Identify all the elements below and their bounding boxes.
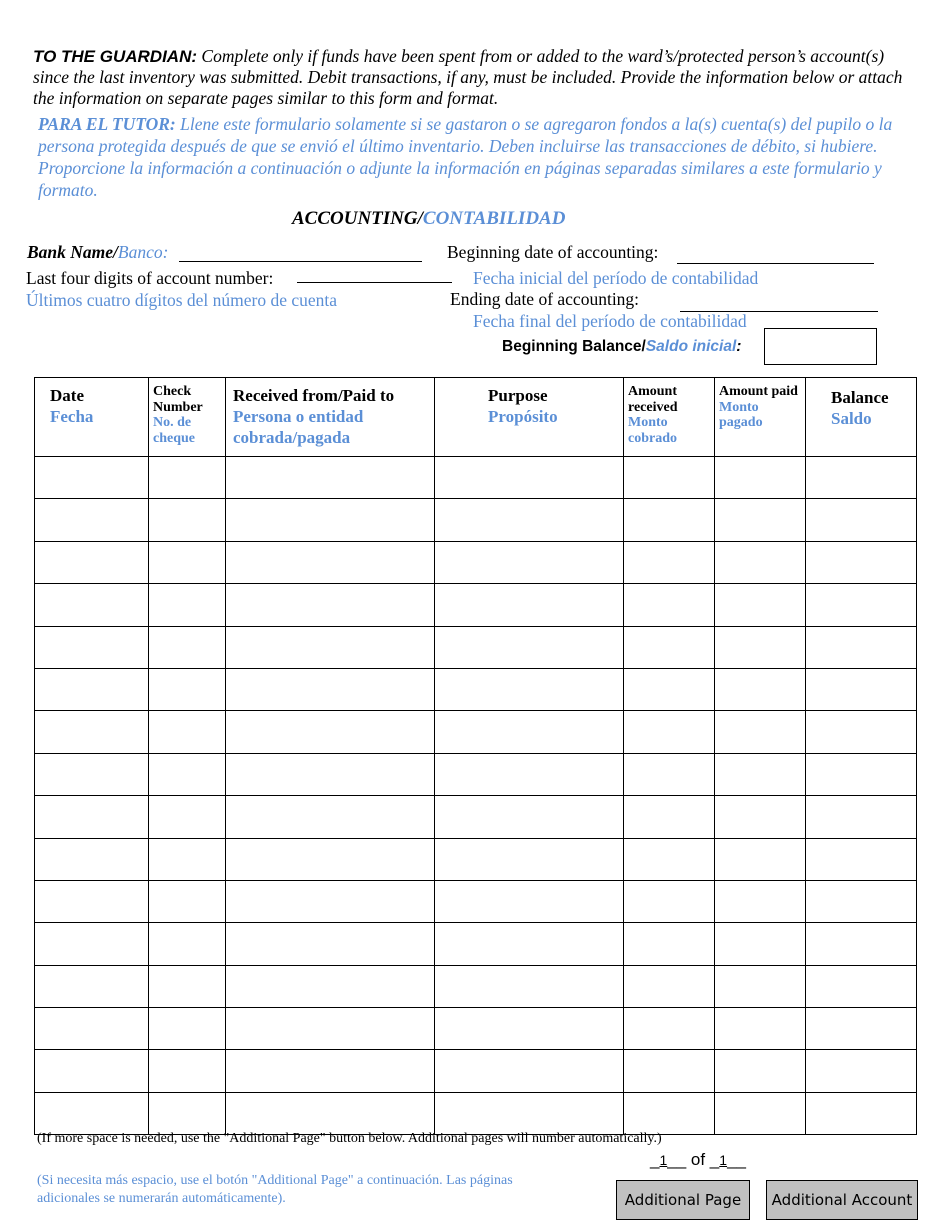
table-cell-input[interactable] [435,796,624,838]
table-cell-input[interactable] [715,880,806,922]
last-four-label: Last four digits of account number: [26,268,274,288]
table-cell-input[interactable] [435,626,624,668]
additional-account-button[interactable]: Additional Account [766,1180,918,1220]
table-cell-input[interactable] [149,626,226,668]
table-cell-input[interactable] [149,541,226,583]
table-cell-input[interactable] [624,880,715,922]
page-counter-mid: __ of _ [667,1150,720,1169]
page-counter-suffix: __ [727,1150,746,1169]
table-cell-input[interactable] [435,457,624,499]
table-cell-input[interactable] [149,457,226,499]
table-cell-input[interactable] [435,923,624,965]
table-cell-input[interactable] [624,457,715,499]
table-cell-input[interactable] [806,584,917,626]
begin-balance-label [502,338,741,356]
table-row [35,711,917,753]
table-cell-input[interactable] [149,584,226,626]
table-cell-input[interactable] [435,1008,624,1050]
table-cell-input[interactable] [435,838,624,880]
column-header-label: Received from/Paid to [233,386,395,405]
table-cell-input[interactable] [35,1008,149,1050]
table-cell-input[interactable] [624,584,715,626]
table-cell-input[interactable] [624,1092,715,1134]
table-cell-input[interactable] [149,796,226,838]
table-cell-input[interactable] [149,668,226,710]
table-cell-input[interactable] [624,923,715,965]
table-cell-input[interactable] [624,965,715,1007]
table-cell-input[interactable] [226,880,435,922]
table-cell-input[interactable] [35,1092,149,1134]
table-cell-input[interactable] [149,711,226,753]
guardian-instructions-text: Complete only if funds have been spent from or added to the ward’s/protected person’s account(s) since the last inventory was submitted. Debit transactions, if any, must be included. Provide the information below or attach the information on separate pages similar to this form and format. [33,46,903,108]
page-title-en: ACCOUNTING/ [292,208,423,229]
table-cell-input[interactable] [715,796,806,838]
table-cell-input[interactable] [149,753,226,795]
table-cell-input[interactable] [226,668,435,710]
begin-date-field[interactable] [677,244,874,264]
table-cell-input[interactable] [226,457,435,499]
begin-date-label-es: Fecha inicial del período de contabilidad [473,268,759,288]
table-cell-input[interactable] [35,753,149,795]
table-cell-input[interactable] [806,965,917,1007]
table-cell-input[interactable] [149,838,226,880]
table-cell-input[interactable] [624,838,715,880]
table-cell-input[interactable] [226,796,435,838]
table-cell-input[interactable] [149,1008,226,1050]
table-cell-input[interactable] [624,541,715,583]
table-cell-input[interactable] [715,626,806,668]
table-row [35,965,917,1007]
additional-page-button[interactable]: Additional Page [616,1180,750,1220]
table-cell-input[interactable] [715,499,806,541]
table-cell-input[interactable] [149,965,226,1007]
table-cell-input[interactable] [149,880,226,922]
end-date-field[interactable] [680,292,878,312]
page-title [292,208,565,230]
begin-balance-label-en: Beginning Balance/ [502,338,646,355]
page-title-es: CONTABILIDAD [422,208,566,229]
table-cell-input[interactable] [35,923,149,965]
table-cell-input[interactable] [624,626,715,668]
column-header [35,378,149,457]
table-cell-input[interactable] [715,1008,806,1050]
table-cell-input[interactable] [806,1050,917,1092]
table-cell-input[interactable] [35,711,149,753]
table-cell-input[interactable] [35,1050,149,1092]
table-cell-input[interactable] [715,541,806,583]
bank-name-field[interactable] [179,242,422,262]
table-cell-input[interactable] [806,626,917,668]
additional-space-note: (If more space is needed, use the "Additional Page" button below. Additional pages will number automatically.) [37,1131,662,1146]
last-four-label-es: Últimos cuatro dígitos del número de cuenta [26,290,338,310]
table-cell-input[interactable] [624,668,715,710]
column-header [806,378,917,457]
table-row [35,753,917,795]
table-cell-input[interactable] [226,499,435,541]
column-header [624,378,715,457]
table-cell-input[interactable] [715,838,806,880]
accounting-table [34,377,917,1135]
table-cell-input[interactable] [806,1092,917,1134]
column-header-label-es: Persona o entidad cobrada/pagada [233,407,364,447]
page-counter [650,1150,746,1170]
table-cell-input[interactable] [35,965,149,1007]
table-row [35,499,917,541]
table-cell-input[interactable] [35,796,149,838]
end-date-label-es: Fecha final del período de contabilidad [473,311,747,331]
table-cell-input[interactable] [35,668,149,710]
table-cell-input[interactable] [226,965,435,1007]
table-cell-input[interactable] [226,923,435,965]
column-header-label-es: Monto cobrado [628,415,677,446]
table-cell-input[interactable] [149,1050,226,1092]
table-cell-input[interactable] [149,499,226,541]
table-cell-input[interactable] [806,923,917,965]
table-cell-input[interactable] [806,457,917,499]
table-cell-input[interactable] [35,457,149,499]
column-header-label: Purpose [488,386,548,405]
table-cell-input[interactable] [35,626,149,668]
table-row [35,1050,917,1092]
begin-balance-label-es: Saldo inicial [645,338,737,355]
table-body [35,457,917,1135]
table-cell-input[interactable] [35,499,149,541]
column-header-label-es: Fecha [50,407,94,426]
table-row [35,796,917,838]
table-cell-input[interactable] [226,838,435,880]
table-cell-input[interactable] [806,838,917,880]
column-header-label: Balance [831,388,889,407]
table-cell-input[interactable] [226,626,435,668]
table-cell-input[interactable] [435,584,624,626]
table-cell-input[interactable] [715,711,806,753]
table-row [35,457,917,499]
table-row [35,1092,917,1134]
page-total: 1 [719,1152,728,1168]
table-cell-input[interactable] [435,668,624,710]
column-header-label-es: Monto pagado [719,399,763,430]
column-header [149,378,226,457]
begin-date-label: Beginning date of accounting: [447,242,659,262]
table-cell-input[interactable] [806,541,917,583]
end-date-label: Ending date of accounting: [450,289,640,309]
table-cell-input[interactable] [35,584,149,626]
table-cell-input[interactable] [715,584,806,626]
table-cell-input[interactable] [226,753,435,795]
table-row [35,584,917,626]
table-cell-input[interactable] [226,584,435,626]
table-cell-input[interactable] [435,711,624,753]
guardian-instructions-lead: TO THE GUARDIAN: [33,47,198,66]
table-cell-input[interactable] [435,880,624,922]
table-row [35,880,917,922]
column-header-label: Date [50,386,84,405]
table-cell-input[interactable] [715,753,806,795]
column-header-label: Amount received [628,384,678,415]
table-cell-input[interactable] [806,753,917,795]
table-cell-input[interactable] [149,923,226,965]
table-cell-input[interactable] [226,1008,435,1050]
table-cell-input[interactable] [624,1008,715,1050]
table-cell-input[interactable] [435,499,624,541]
table-cell-input[interactable] [35,541,149,583]
table-cell-input[interactable] [806,668,917,710]
table-cell-input[interactable] [624,1050,715,1092]
column-header [435,378,624,457]
table-row [35,668,917,710]
tutor-instructions-lead: PARA EL TUTOR: [38,114,176,134]
table-cell-input[interactable] [806,1008,917,1050]
table-cell-input[interactable] [435,1092,624,1134]
table-row [35,923,917,965]
additional-space-note-es: (Si necesita más espacio, use el botón "Additional Page" a continuación. Las páginas adicionales se numerarán automáticamente). [37,1173,513,1206]
column-header-label-es: Saldo [831,409,872,428]
column-header [226,378,435,457]
table-cell-input[interactable] [226,541,435,583]
table-cell-input[interactable] [806,499,917,541]
guardian-instructions [33,46,913,109]
table-cell-input[interactable] [624,711,715,753]
table-row [35,838,917,880]
table-header-row [35,378,917,457]
table-cell-input[interactable] [149,1092,226,1134]
table-cell-input[interactable] [35,838,149,880]
table-cell-input[interactable] [35,880,149,922]
table-cell-input[interactable] [806,796,917,838]
page-current: 1 [659,1152,668,1168]
begin-balance-colon: : [736,338,742,355]
column-header-label: Amount paid [719,384,798,399]
table-row [35,626,917,668]
table-row [35,1008,917,1050]
table-cell-input[interactable] [435,1050,624,1092]
table-row [35,541,917,583]
table-cell-input[interactable] [226,1050,435,1092]
bank-name-label-es: Banco: [117,242,169,262]
column-header-label-es: Propósito [488,407,558,426]
page-counter-prefix: _ [650,1150,660,1169]
table-cell-input[interactable] [715,457,806,499]
table-cell-input[interactable] [715,965,806,1007]
table-cell-input[interactable] [226,1092,435,1134]
table-cell-input[interactable] [715,1092,806,1134]
table-cell-input[interactable] [624,753,715,795]
tutor-instructions [38,113,898,201]
begin-balance-field[interactable] [764,328,877,365]
column-header-label: Check Number [153,384,203,415]
last-four-field[interactable] [297,266,452,283]
column-header [715,378,806,457]
table-cell-input[interactable] [715,1050,806,1092]
column-header-label-es: No. de cheque [153,415,195,446]
bank-name-label-en: Bank Name/ [27,242,118,262]
table-cell-input[interactable] [715,668,806,710]
table-cell-input[interactable] [806,880,917,922]
table-cell-input[interactable] [435,753,624,795]
tutor-instructions-text: Llene este formulario solamente si se gastaron o se agregaron fondos a la(s) cuenta(s) del pupilo o la persona protegida después de que se envió el último inventario. Deben incluirse las transacciones de débito, si hubiere. Proporcione la información a continuación o adjunte la información en páginas separadas similares a este formulario y formato. [38,114,893,200]
table-cell-input[interactable] [624,499,715,541]
table-cell-input[interactable] [715,923,806,965]
bank-name-label [27,242,168,263]
table-cell-input[interactable] [435,541,624,583]
table-cell-input[interactable] [435,965,624,1007]
table-cell-input[interactable] [624,796,715,838]
table-cell-input[interactable] [226,711,435,753]
table-cell-input[interactable] [806,711,917,753]
